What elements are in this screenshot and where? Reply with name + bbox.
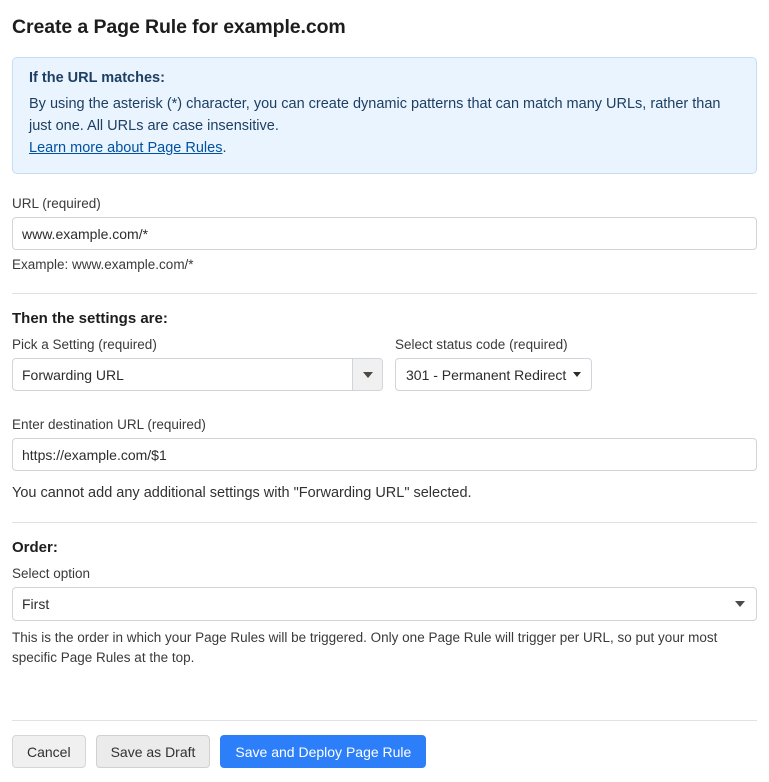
status-code-value: 301 - Permanent Redirect <box>406 366 567 383</box>
setting-picker-value: Forwarding URL <box>22 366 124 383</box>
info-box-link-suffix: . <box>222 140 227 157</box>
cancel-button[interactable]: Cancel <box>12 735 86 768</box>
save-as-draft-button[interactable]: Save as Draft <box>96 735 211 768</box>
settings-heading: Then the settings are: <box>12 310 168 328</box>
url-helper-text: Example: www.example.com/* <box>12 257 194 273</box>
divider-order <box>12 522 757 523</box>
url-input[interactable] <box>12 217 757 250</box>
info-box-body-text: By using the asterisk (*) character, you can create dynamic patterns that can match many URLs, rather than just one. All URLs are case insensitive. <box>29 96 721 135</box>
info-box-heading: If the URL matches: <box>29 70 165 86</box>
status-code-select[interactable] <box>395 358 592 391</box>
destination-label: Enter destination URL (required) <box>12 417 206 433</box>
order-helper-text: This is the order in which your Page Rules will be triggered. Only one Page Rule will trigger per URL, so put your most specific Page Rules at the top. <box>12 630 718 666</box>
form-footer <box>12 720 757 768</box>
forwarding-url-note: You cannot add any additional settings with "Forwarding URL" selected. <box>12 485 472 502</box>
setting-picker-label: Pick a Setting (required) <box>12 337 157 353</box>
divider-settings <box>12 293 757 294</box>
status-code-label: Select status code (required) <box>395 337 568 353</box>
caret-shape <box>363 372 373 378</box>
save-and-deploy-button[interactable]: Save and Deploy Page Rule <box>220 735 426 768</box>
order-select-group <box>12 566 757 669</box>
chevron-down-icon[interactable] <box>352 359 382 390</box>
destination-url-input[interactable] <box>12 438 757 471</box>
chevron-down-icon <box>573 372 581 377</box>
order-heading: Order: <box>12 539 58 557</box>
order-select-label: Select option <box>12 566 91 582</box>
order-select-value: First <box>22 596 50 613</box>
url-field-label: URL (required) <box>12 196 101 212</box>
setting-picker-group <box>12 337 383 391</box>
settings-row <box>12 337 757 391</box>
url-match-info-box <box>12 57 757 174</box>
spacer <box>12 391 757 417</box>
info-box-body <box>29 93 740 159</box>
status-code-group <box>395 337 592 391</box>
learn-more-page-rules-link[interactable]: Learn more about Page Rules <box>29 140 223 157</box>
setting-picker-select[interactable] <box>12 358 383 391</box>
page-title: Create a Page Rule for example.com <box>12 16 346 38</box>
order-select[interactable] <box>12 587 757 621</box>
chevron-down-icon <box>735 601 745 607</box>
destination-field-group <box>12 417 757 471</box>
url-field-group <box>12 196 757 272</box>
